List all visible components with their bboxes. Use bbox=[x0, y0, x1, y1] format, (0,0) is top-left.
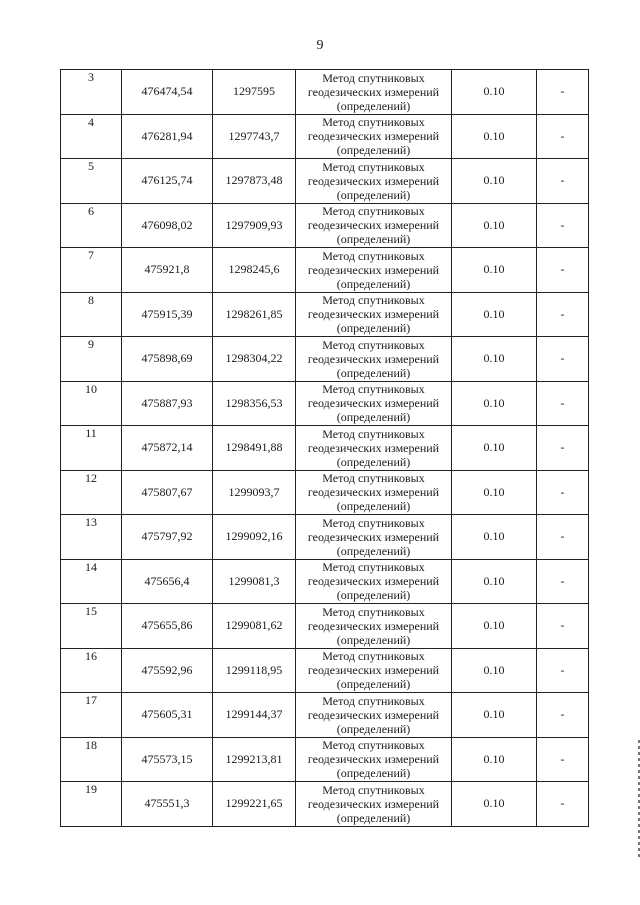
table-row bbox=[61, 737, 589, 782]
note-cell: - bbox=[537, 159, 589, 204]
x-coordinate-cell: 475592,96 bbox=[122, 648, 213, 693]
accuracy-cell: 0.10 bbox=[452, 648, 537, 693]
note-cell: - bbox=[537, 515, 589, 560]
method-line: (определений) bbox=[336, 98, 411, 113]
x-coordinate-cell: 475656,4 bbox=[122, 559, 213, 604]
note-cell: - bbox=[537, 248, 589, 293]
method-line: геодезических измерений bbox=[307, 351, 440, 366]
method-cell bbox=[296, 426, 452, 471]
point-number-cell: 13 bbox=[61, 515, 122, 560]
x-coordinate-cell: 475872,14 bbox=[122, 426, 213, 471]
note-cell: - bbox=[537, 648, 589, 693]
method-cell bbox=[296, 515, 452, 560]
method-cell bbox=[296, 248, 452, 293]
point-number-cell: 11 bbox=[61, 426, 122, 471]
y-coordinate-cell: 1299081,62 bbox=[213, 604, 296, 649]
method-line: геодезических измерений bbox=[307, 396, 440, 411]
method-line: Метод спутниковых bbox=[322, 604, 425, 619]
y-coordinate-cell: 1299081,3 bbox=[213, 559, 296, 604]
method-line: (определений) bbox=[336, 543, 411, 558]
y-coordinate-cell: 1297595 bbox=[213, 70, 296, 115]
table-row bbox=[61, 648, 589, 693]
method-line: геодезических измерений bbox=[307, 752, 440, 767]
method-cell bbox=[296, 337, 452, 382]
method-line: (определений) bbox=[336, 632, 411, 647]
method-cell bbox=[296, 470, 452, 515]
method-line: Метод спутниковых bbox=[322, 649, 425, 664]
x-coordinate-cell: 475573,15 bbox=[122, 737, 213, 782]
x-coordinate-cell: 475915,39 bbox=[122, 292, 213, 337]
method-line: Метод спутниковых bbox=[322, 70, 425, 85]
method-line: (определений) bbox=[336, 588, 411, 603]
note-cell: - bbox=[537, 693, 589, 738]
y-coordinate-cell: 1298304,22 bbox=[213, 337, 296, 382]
method-line: (определений) bbox=[336, 499, 411, 514]
note-cell: - bbox=[537, 782, 589, 827]
table-row bbox=[61, 426, 589, 471]
note-cell: - bbox=[537, 559, 589, 604]
point-number-cell: 17 bbox=[61, 693, 122, 738]
point-number-cell: 4 bbox=[61, 114, 122, 159]
accuracy-cell: 0.10 bbox=[452, 470, 537, 515]
table-row bbox=[61, 559, 589, 604]
x-coordinate-cell: 475887,93 bbox=[122, 381, 213, 426]
point-number-cell: 19 bbox=[61, 782, 122, 827]
method-cell bbox=[296, 693, 452, 738]
note-cell: - bbox=[537, 70, 589, 115]
method-line: геодезических измерений bbox=[307, 84, 440, 99]
note-cell: - bbox=[537, 426, 589, 471]
page-number: 9 bbox=[316, 38, 324, 53]
method-line: (определений) bbox=[336, 677, 411, 692]
table-row bbox=[61, 114, 589, 159]
x-coordinate-cell: 476281,94 bbox=[122, 114, 213, 159]
x-coordinate-cell: 475797,92 bbox=[122, 515, 213, 560]
accuracy-cell: 0.10 bbox=[452, 203, 537, 248]
table-row bbox=[61, 515, 589, 560]
table-row bbox=[61, 604, 589, 649]
note-cell: - bbox=[537, 737, 589, 782]
x-coordinate-cell: 476125,74 bbox=[122, 159, 213, 204]
method-line: (определений) bbox=[336, 810, 411, 825]
method-cell bbox=[296, 70, 452, 115]
note-cell: - bbox=[537, 470, 589, 515]
method-line: Метод спутниковых bbox=[322, 204, 425, 219]
method-line: Метод спутниковых bbox=[322, 248, 425, 263]
x-coordinate-cell: 475605,31 bbox=[122, 693, 213, 738]
method-line: Метод спутниковых bbox=[322, 115, 425, 130]
accuracy-cell: 0.10 bbox=[452, 737, 537, 782]
x-coordinate-cell: 476098,02 bbox=[122, 203, 213, 248]
point-number-cell: 12 bbox=[61, 470, 122, 515]
accuracy-cell: 0.10 bbox=[452, 159, 537, 204]
method-line: (определений) bbox=[336, 410, 411, 425]
method-line: Метод спутниковых bbox=[322, 693, 425, 708]
method-line: (определений) bbox=[336, 321, 411, 336]
accuracy-cell: 0.10 bbox=[452, 381, 537, 426]
point-number-cell: 6 bbox=[61, 203, 122, 248]
method-cell bbox=[296, 381, 452, 426]
note-cell: - bbox=[537, 203, 589, 248]
point-number-cell: 9 bbox=[61, 337, 122, 382]
method-cell bbox=[296, 559, 452, 604]
method-line: геодезических измерений bbox=[307, 129, 440, 144]
y-coordinate-cell: 1298356,53 bbox=[213, 381, 296, 426]
x-coordinate-cell: 476474,54 bbox=[122, 70, 213, 115]
coordinates-table bbox=[60, 69, 589, 827]
y-coordinate-cell: 1297743,7 bbox=[213, 114, 296, 159]
table-row bbox=[61, 337, 589, 382]
y-coordinate-cell: 1299092,16 bbox=[213, 515, 296, 560]
table-row bbox=[61, 248, 589, 293]
accuracy-cell: 0.10 bbox=[452, 248, 537, 293]
point-number-cell: 3 bbox=[61, 70, 122, 115]
accuracy-cell: 0.10 bbox=[452, 70, 537, 115]
method-line: геодезических измерений bbox=[307, 663, 440, 678]
method-line: (определений) bbox=[336, 276, 411, 291]
accuracy-cell: 0.10 bbox=[452, 604, 537, 649]
table-row bbox=[61, 693, 589, 738]
y-coordinate-cell: 1298491,88 bbox=[213, 426, 296, 471]
method-line: геодезических измерений bbox=[307, 440, 440, 455]
x-coordinate-cell: 475921,8 bbox=[122, 248, 213, 293]
point-number-cell: 16 bbox=[61, 648, 122, 693]
table-row bbox=[61, 70, 589, 115]
point-number-cell: 15 bbox=[61, 604, 122, 649]
y-coordinate-cell: 1299118,95 bbox=[213, 648, 296, 693]
method-line: геодезических измерений bbox=[307, 796, 440, 811]
point-number-cell: 8 bbox=[61, 292, 122, 337]
note-cell: - bbox=[537, 114, 589, 159]
point-number-cell: 7 bbox=[61, 248, 122, 293]
x-coordinate-cell: 475551,3 bbox=[122, 782, 213, 827]
method-cell bbox=[296, 203, 452, 248]
method-line: геодезических измерений bbox=[307, 618, 440, 633]
accuracy-cell: 0.10 bbox=[452, 515, 537, 560]
method-cell bbox=[296, 604, 452, 649]
method-cell bbox=[296, 159, 452, 204]
method-line: (определений) bbox=[336, 766, 411, 781]
method-line: геодезических измерений bbox=[307, 262, 440, 277]
point-number-cell: 5 bbox=[61, 159, 122, 204]
y-coordinate-cell: 1298261,85 bbox=[213, 292, 296, 337]
table-row bbox=[61, 381, 589, 426]
method-line: (определений) bbox=[336, 365, 411, 380]
method-line: Метод спутниковых bbox=[322, 382, 425, 397]
method-line: (определений) bbox=[336, 143, 411, 158]
x-coordinate-cell: 475807,67 bbox=[122, 470, 213, 515]
accuracy-cell: 0.10 bbox=[452, 426, 537, 471]
method-line: Метод спутниковых bbox=[322, 738, 425, 753]
method-line: Метод спутниковых bbox=[322, 515, 425, 530]
method-line: геодезических измерений bbox=[307, 529, 440, 544]
method-line: (определений) bbox=[336, 187, 411, 202]
accuracy-cell: 0.10 bbox=[452, 114, 537, 159]
method-line: (определений) bbox=[336, 721, 411, 736]
method-line: (определений) bbox=[336, 232, 411, 247]
method-cell bbox=[296, 114, 452, 159]
accuracy-cell: 0.10 bbox=[452, 337, 537, 382]
y-coordinate-cell: 1299144,37 bbox=[213, 693, 296, 738]
accuracy-cell: 0.10 bbox=[452, 693, 537, 738]
y-coordinate-cell: 1299213,81 bbox=[213, 737, 296, 782]
method-cell bbox=[296, 737, 452, 782]
method-cell bbox=[296, 782, 452, 827]
table-row bbox=[61, 782, 589, 827]
method-line: геодезических измерений bbox=[307, 307, 440, 322]
y-coordinate-cell: 1297873,48 bbox=[213, 159, 296, 204]
accuracy-cell: 0.10 bbox=[452, 292, 537, 337]
point-number-cell: 10 bbox=[61, 381, 122, 426]
x-coordinate-cell: 475898,69 bbox=[122, 337, 213, 382]
point-number-cell: 14 bbox=[61, 559, 122, 604]
accuracy-cell: 0.10 bbox=[452, 559, 537, 604]
method-line: геодезических измерений bbox=[307, 574, 440, 589]
method-line: геодезических измерений bbox=[307, 173, 440, 188]
method-line: Метод спутниковых bbox=[322, 560, 425, 575]
method-line: геодезических измерений bbox=[307, 485, 440, 500]
method-line: геодезических измерений bbox=[307, 707, 440, 722]
method-cell bbox=[296, 648, 452, 693]
method-cell bbox=[296, 292, 452, 337]
method-line: Метод спутниковых bbox=[322, 426, 425, 441]
point-number-cell: 18 bbox=[61, 737, 122, 782]
note-cell: - bbox=[537, 337, 589, 382]
coordinates-table-body bbox=[61, 70, 589, 827]
y-coordinate-cell: 1297909,93 bbox=[213, 203, 296, 248]
y-coordinate-cell: 1298245,6 bbox=[213, 248, 296, 293]
method-line: (определений) bbox=[336, 454, 411, 469]
accuracy-cell: 0.10 bbox=[452, 782, 537, 827]
y-coordinate-cell: 1299093,7 bbox=[213, 470, 296, 515]
table-row bbox=[61, 159, 589, 204]
method-line: Метод спутниковых bbox=[322, 159, 425, 174]
note-cell: - bbox=[537, 292, 589, 337]
y-coordinate-cell: 1299221,65 bbox=[213, 782, 296, 827]
method-line: Метод спутниковых bbox=[322, 337, 425, 352]
table-row bbox=[61, 203, 589, 248]
table-row bbox=[61, 470, 589, 515]
method-line: геодезических измерений bbox=[307, 218, 440, 233]
x-coordinate-cell: 475655,86 bbox=[122, 604, 213, 649]
method-line: Метод спутниковых bbox=[322, 471, 425, 486]
method-line: Метод спутниковых bbox=[322, 782, 425, 797]
note-cell: - bbox=[537, 381, 589, 426]
note-cell: - bbox=[537, 604, 589, 649]
table-row bbox=[61, 292, 589, 337]
method-line: Метод спутниковых bbox=[322, 293, 425, 308]
